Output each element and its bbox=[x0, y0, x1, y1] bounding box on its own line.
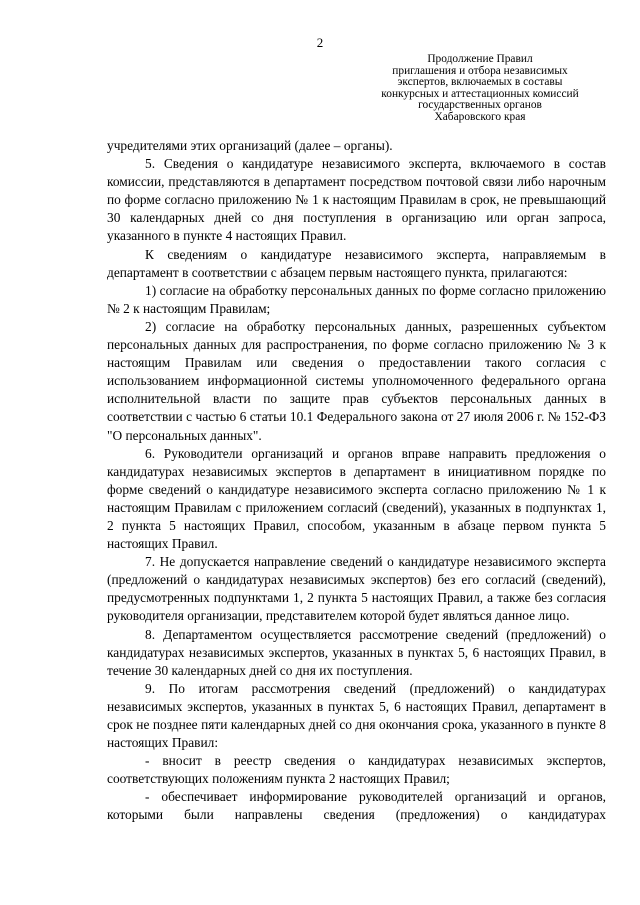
paragraph: учредителями этих организаций (далее – органы). bbox=[107, 138, 393, 153]
paragraph-subitem-1: 1) согласие на обработку персональных данных по форме согласно приложению № 2 к настоящим Правилам; bbox=[107, 282, 606, 316]
paragraph-subitem-2: 2) согласие на обработку персональных данных, разрешенных субъектом персональных данных для распространения, по форме согласно приложению № 3 к настоящим Правилам или сведения о предоставлении такого согласия с использованием информационной системы уполномоченного федерального органа исполнительной власти по защите прав субъектов персональных данных в соответствии с частью 6 статьи 10.1 Федерального закона от 27 июля 2006 г. № 152-ФЗ "О персональных данных". bbox=[107, 318, 606, 443]
paragraph-item-7: 7. Не допускается направление сведений о кандидатуре независимого эксперта (предложений о кандидатурах независимых экспертов) без его согласий (сведений), предусмотренных подпунктами 1, 2 пункта 5 настоящих Правил, а также без согласия руководителя организации, представителем которой будет являться данное лицо. bbox=[107, 554, 606, 624]
paragraph-item-8: 8. Департаментом осуществляется рассмотрение сведений (предложений) о кандидатурах независимых экспертов, указанных в пунктах 5, 6 настоящих Правил, в течение 30 календарных дней со дня их поступления. bbox=[107, 626, 606, 678]
paragraph-dash-1: - вносит в реестр сведения о кандидатурах независимых экспертов, соответствующих положениям пункта 2 настоящих Правил; bbox=[107, 753, 606, 787]
header-line: государственных органов bbox=[418, 99, 542, 112]
header-line: экспертов, включаемых в составы bbox=[397, 76, 563, 89]
header-line: конкурсных и аттестационных комиссий bbox=[381, 87, 579, 100]
header-line: Продолжение Правил bbox=[427, 53, 533, 65]
header-line: приглашения и отбора независимых bbox=[392, 64, 568, 77]
paragraph-item-5: 5. Сведения о кандидатуре независимого эксперта, включаемого в состав комиссии, представляются в департамент посредством почтовой связи либо нарочным по форме согласно приложению № 1 к настоящим Правилам в срок, не превышающий 30 календарных дней со дня поступления в организацию или орган запроса, указанного в пункте 4 настоящих Правил. bbox=[107, 156, 606, 244]
continuation-header bbox=[362, 54, 598, 124]
document-body bbox=[107, 137, 606, 825]
page-number: 2 bbox=[316, 35, 324, 50]
paragraph-item-9: 9. По итогам рассмотрения сведений (предложений) о кандидатурах независимых экспертов, указанных в пунктах 5, 6 настоящих Правил, департамент в срок не позднее пяти календарных дней со дня окончания срока, указанного в пункте 8 настоящих Правил: bbox=[107, 680, 606, 751]
paragraph-attachments: К сведениям о кандидатуре независимого эксперта, направляемым в департамент в соответствии с абзацем первым настоящего пункта, прилагаются: bbox=[107, 246, 606, 280]
paragraph-item-6: 6. Руководители организаций и органов вправе направить предложения о кандидатурах независимых экспертов в департамент в инициативном порядке по форме сведений о кандидатуре независимого эксперта согласно приложению № 1 к настоящим Правилам с приложением согласий (сведений), указанных в подпунктах 1, 2 пункта 5 настоящих Правил, способом, указанным в абзаце первом пункта 5 настоящих Правил. bbox=[107, 445, 606, 552]
header-line: Хабаровского края bbox=[434, 110, 526, 123]
paragraph-dash-2: - обеспечивает информирование руководителей организаций и органов, которыми были направлены сведения (предложения) о кандидатурах bbox=[107, 789, 606, 823]
